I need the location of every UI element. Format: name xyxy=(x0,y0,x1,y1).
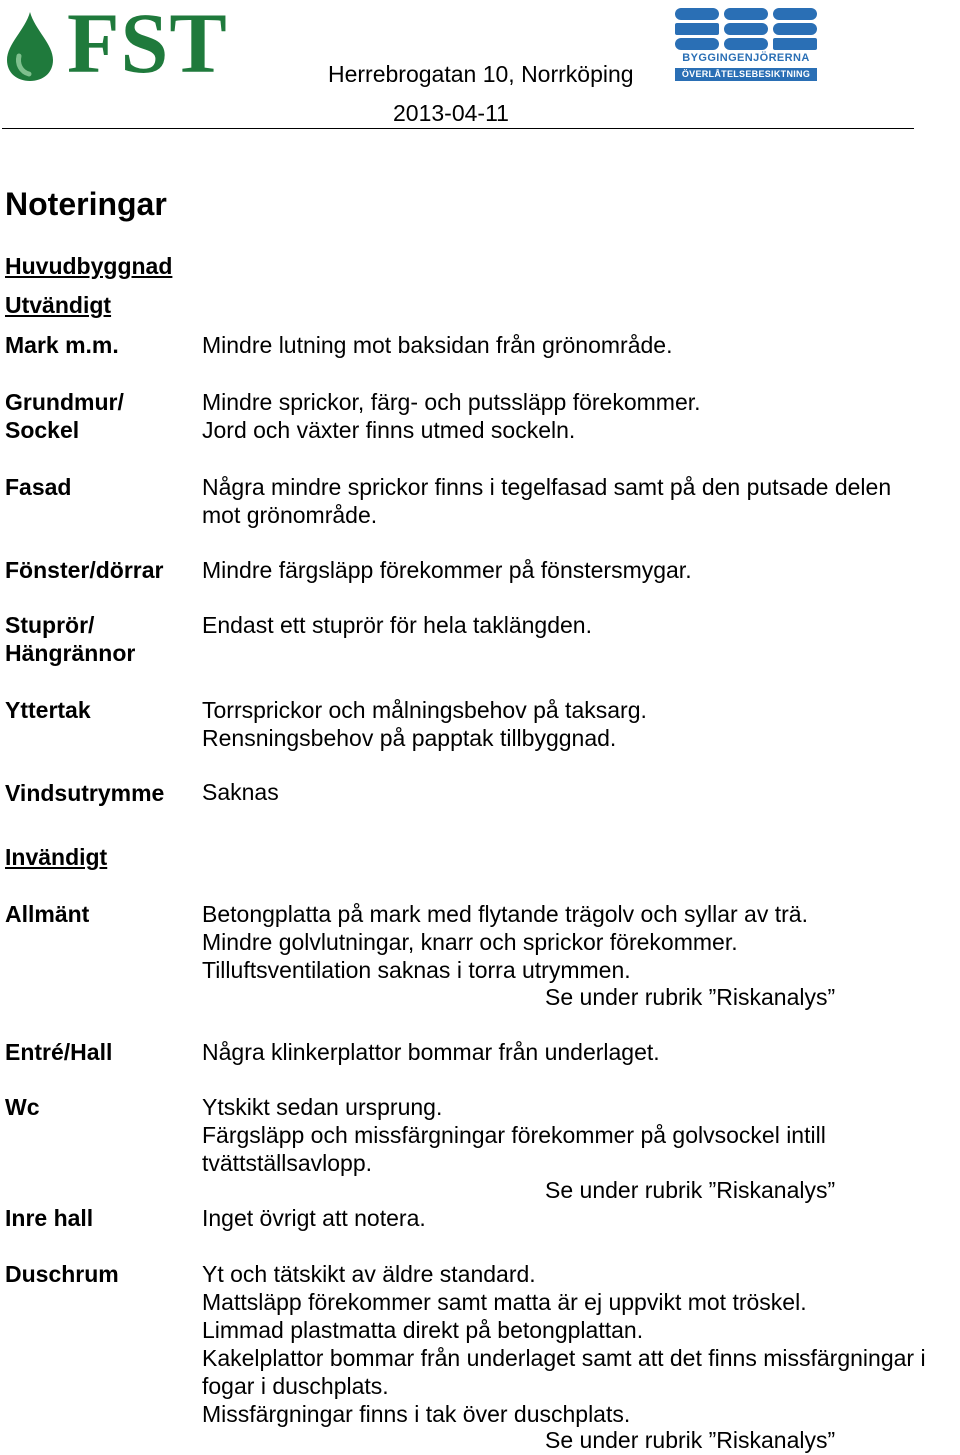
risk-reference: Se under rubrik ”Riskanalys” xyxy=(545,1427,836,1453)
subheading-exterior: Utvändigt xyxy=(5,292,112,318)
water-drop-icon xyxy=(3,10,57,82)
fst-logo xyxy=(3,0,258,91)
note-entre: Några klinkerplattor bommar från underlaget. xyxy=(202,1039,660,1065)
sbr-logo-mark xyxy=(673,8,819,52)
label-fasad: Fasad xyxy=(5,474,72,500)
label-vindsutrymme: Vindsutrymme xyxy=(5,780,165,806)
sbr-logo xyxy=(673,8,819,82)
note-fasad: Några mindre sprickor finns i tegelfasad samt på den putsade delen mot grönområde. xyxy=(202,474,892,528)
section-heading-interior: Invändigt xyxy=(5,844,108,870)
inspection-date: 2013-04-11 xyxy=(393,100,509,126)
section-heading-main-building: Huvudbyggnad xyxy=(5,253,173,279)
risk-reference: Se under rubrik ”Riskanalys” xyxy=(545,984,836,1010)
note-duschrum: Yt och tätskikt av äldre standard. Mattsläpp förekommer samt matta är ej uppvikt mot tröskel. Limmad plastmatta direkt på betongplattan. Kakelplattor bommar från underlaget samt att det finns missfärgningar i fogar i duschplats. Missfärgningar finns i tak över duschplats. xyxy=(202,1261,926,1427)
note-grundmur: Mindre sprickor, färg- och putssläpp förekommer. Jord och växter finns utmed sockeln. xyxy=(202,389,701,443)
note-mark: Mindre lutning mot baksidan från grönområde. xyxy=(202,332,673,358)
sbr-logo-line2: ÖVERLÅTELSEBESIKTNING xyxy=(675,68,817,81)
note-yttertak: Torrsprickor och målningsbehov på taksarg. Rensningsbehov på papptak tillbyggnad. xyxy=(202,697,647,751)
label-allmant: Allmänt xyxy=(5,901,90,927)
fst-logo-text: FST xyxy=(67,0,228,91)
label-stupror: Stuprör/ Hängrännor xyxy=(5,612,136,666)
page-title: Noteringar xyxy=(5,186,167,222)
note-wc: Ytskikt sedan ursprung. Färgsläpp och missfärgningar förekommer på golvsockel intill tvättställsavlopp. xyxy=(202,1094,826,1176)
risk-reference: Se under rubrik ”Riskanalys” xyxy=(545,1177,836,1203)
note-vindsutrymme: Saknas xyxy=(202,779,279,805)
label-yttertak: Yttertak xyxy=(5,697,91,723)
label-inre-hall: Inre hall xyxy=(5,1205,94,1231)
note-allmant: Betongplatta på mark med flytande trägolv och syllar av trä. Mindre golvlutningar, knarr och sprickor förekommer. Tilluftsventilation saknas i torra utrymmen. xyxy=(202,901,808,983)
note-stupror: Endast ett stuprör för hela taklängden. xyxy=(202,612,592,638)
sbr-logo-line1: BYGGINGENJÖRERNA xyxy=(682,52,810,64)
property-address: Herrebrogatan 10, Norrköping xyxy=(328,61,634,87)
label-fonster: Fönster/dörrar xyxy=(5,557,164,583)
note-fonster: Mindre färgsläpp förekommer på fönstersmygar. xyxy=(202,557,692,583)
note-inre-hall: Inget övrigt att notera. xyxy=(202,1205,426,1231)
header-divider xyxy=(2,128,914,129)
label-duschrum: Duschrum xyxy=(5,1261,119,1287)
label-entre: Entré/Hall xyxy=(5,1039,113,1065)
label-grundmur: Grundmur/ Sockel xyxy=(5,389,124,443)
label-wc: Wc xyxy=(5,1094,40,1120)
label-mark: Mark m.m. xyxy=(5,332,119,358)
